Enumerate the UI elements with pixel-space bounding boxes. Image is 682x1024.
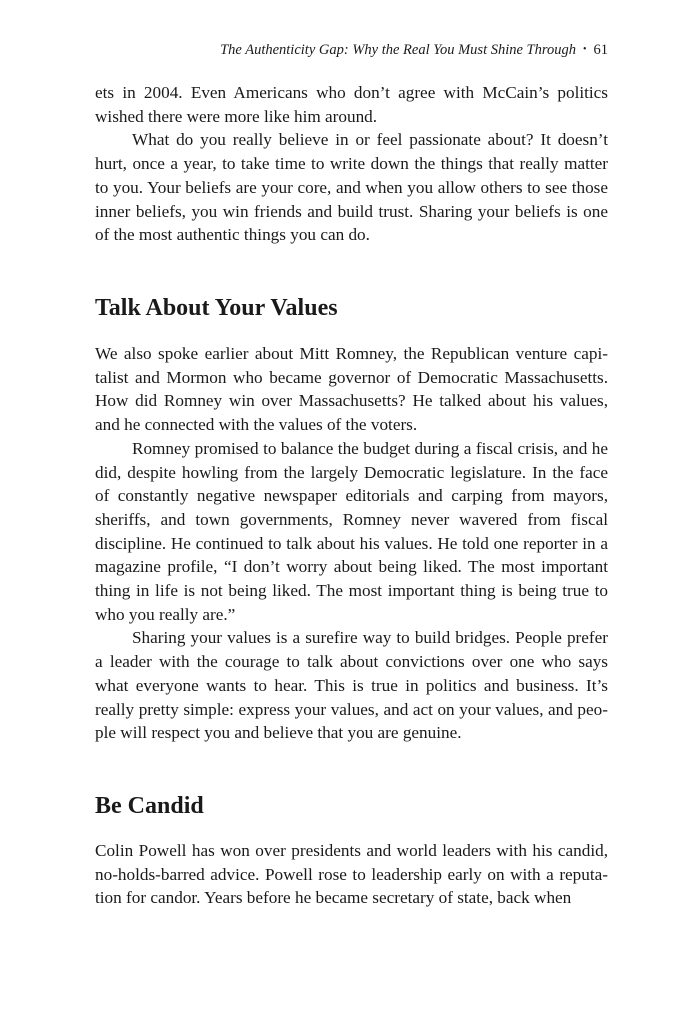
intro-paragraph-1: ets in 2004. Even Americans who don’t agree with McCain’s politics wished there were more like him around. xyxy=(95,83,608,126)
values-paragraph-3: Sharing your values is a surefire way to build bridges. People prefer a leader with the courage to talk about convictions over one who says what everyone wants to hear. This is true in politics and business. It’s really pretty simple: express your values, and act on your values, and people will respect you and believe that you are genuine. xyxy=(95,628,608,743)
running-head-separator: • xyxy=(582,44,587,55)
candid-paragraph-1: Colin Powell has won over presidents and world leaders with his candid, no-holds-barred advice. Powell rose to leadership early on with a reputation for candor. Years before he became secretary of state, back when xyxy=(95,841,608,908)
candid-text-block xyxy=(95,839,608,910)
values-text-block xyxy=(95,342,608,745)
values-paragraph-1: We also spoke earlier about Mitt Romney, the Republican venture capitalist and Mormon who became governor of Democratic Massachusetts. How did Romney win over Massachusetts? He talked about his values, and he connected with the values of the voters. xyxy=(95,344,608,435)
section-heading-candid: Be Candid xyxy=(95,793,204,819)
intro-paragraph-2: What do you really believe in or feel passionate about? It doesn’t hurt, once a year, to take time to write down the things that really matter to you. Your beliefs are your core, and when you allow others to see those inner beliefs, you win friends and build trust. Sharing your beliefs is one of the most authentic things you can do. xyxy=(95,130,608,245)
running-head-title: The Authenticity Gap: Why the Real You Must Shine Through xyxy=(220,42,576,58)
values-paragraph-2: Romney promised to balance the budget during a fiscal crisis, and he did, despite howling from the largely Democratic legislature. In the face of constantly negative newspaper editorials and carping from mayors, sheriffs, and town governments, Romney never wavered from fiscal discipline. He continued to talk about his values. He told one reporter in a magazine profile, “I don’t worry about being liked. The most important thing in life is not being liked. The most important thing is being true to who you really are.” xyxy=(95,438,608,624)
section-heading-values: Talk About Your Values xyxy=(95,295,338,321)
running-head xyxy=(88,40,608,62)
intro-text-block xyxy=(95,81,608,247)
page-number: 61 xyxy=(593,42,608,58)
